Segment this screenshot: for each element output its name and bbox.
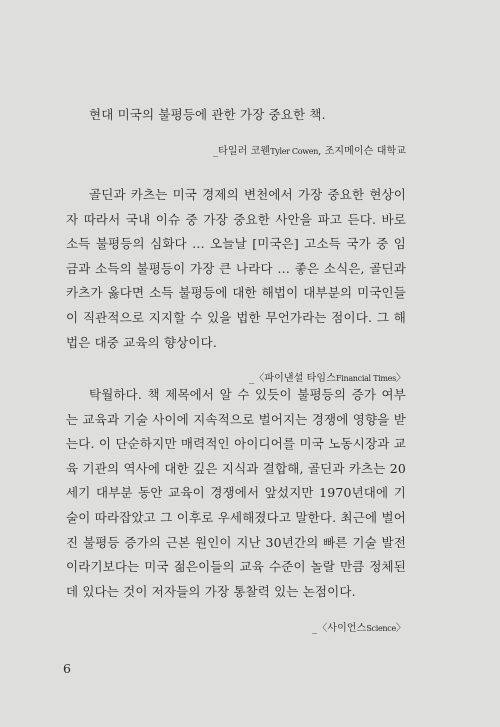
attribution-suffix: , 조지메이슨 대학교 [318,146,406,157]
quote-text: 골딘과 카츠는 미국 경제의 변천에서 가장 중요한 현상이자 따라서 국내 이슈 중 가장 중요한 사안을 파고 든다. 바로 소득 불평등의 심화다 … 오늘날 [미국은] 고소득 국가 중 임금과 소득의 불평등이 가장 큰 나라다 … 좋은 소식은, 골딘과 카츠가 옳다면 소득 불평등에 대한 해법이 대부분의 미국인들이 직관적으로 지지할 수 있을 법한 무언가라는 점이다. 그 해법은 대중 교육의 향상이다. [66,187,406,350]
review-quote-3 [66,383,406,634]
quote-attribution [66,619,406,634]
attribution-name: _타일러 코웬 [213,146,271,157]
quote-text: 현대 미국의 불평등에 관한 가장 중요한 책. [89,107,326,122]
review-quote-2 [66,183,406,384]
attribution-suffix: 〉 [395,373,406,385]
attribution-latin: Science [366,624,396,634]
page-number: 6 [63,661,71,676]
quote-attribution [66,142,406,157]
attribution-name: _〈파이낸셜 타임스 [249,373,336,385]
attribution-latin: Financial Times [335,374,396,384]
attribution-name: _〈사이언스 [312,623,367,635]
quote-attribution [66,369,406,384]
quote-text: 탁월하다. 책 제목에서 알 수 있듯이 불평등의 증가 여부는 교육과 기술 사이에 지속적으로 벌어지는 경쟁에 영향을 받는다. 이 단순하지만 매력적인 아이디어를 미국 노동시장과 교육 기관의 역사에 대한 깊은 지식과 결합해, 골딘과 카츠는 20세기 대부분 동안 교육이 경쟁에서 앞섰지만 1970년대에 기술이 따라잡았고 그 이후로 우세해졌다고 말한다. 최근에 벌어진 불평등 증가의 근본 원인이 지난 30년간의 빠른 기술 발전이라기보다는 미국 젊은이들의 교육 수준이 놀랄 만큼 정체된 데 있다는 것이 저자들의 가장 통찰력 있는 논점이다. [66,387,406,599]
attribution-suffix: 〉 [395,623,406,635]
attribution-latin: Tyler Cowen [270,147,319,156]
review-quote-1 [66,103,406,157]
